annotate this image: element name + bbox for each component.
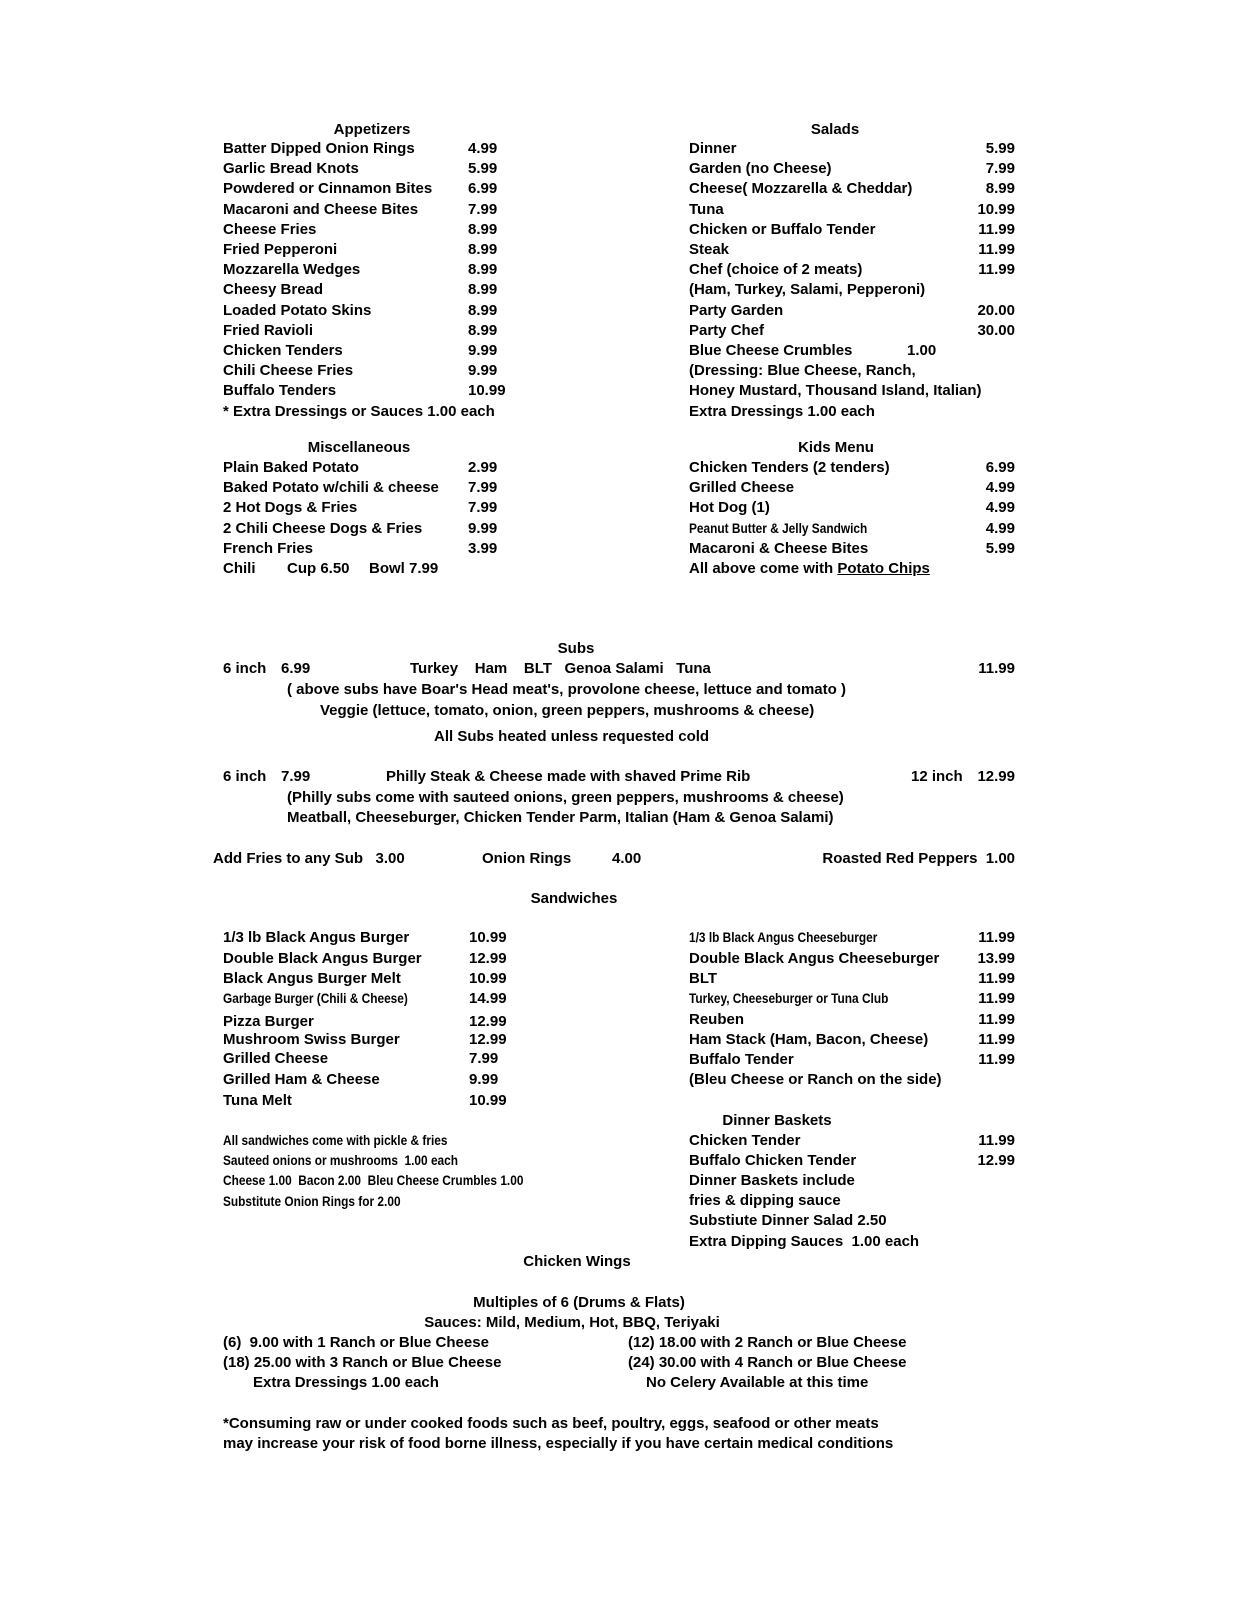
sandwich-item-name: Grilled Ham & Cheese [223, 1071, 380, 1088]
misc-item-name: Plain Baked Potato [223, 459, 359, 476]
subs-row2-large-size: 12 inch [911, 768, 963, 785]
appetizer-item-price: 8.99 [468, 261, 498, 279]
baskets-note-line: Substiute Dinner Salad 2.50 [689, 1212, 887, 1230]
appetizer-item-price: 4.99 [468, 140, 498, 157]
appetizer-item-name: Cheese Fries [223, 220, 317, 238]
salad-item-name: Chicken or Buffalo Tender [689, 220, 876, 238]
blue-cheese-crumbles-price: 1.00 [907, 342, 937, 359]
basket-item-price: 12.99 [977, 1152, 1015, 1170]
subs-row2-large-price: 12.99 [977, 768, 1015, 785]
disclaimer-line1: *Consuming raw or under cooked foods such as beef, poultry, eggs, seafood or other meats [223, 1415, 879, 1432]
subs-onion-rings: Onion Rings [482, 850, 572, 867]
salads-title: Salads [810, 121, 860, 138]
baskets-note-line: Dinner Baskets include [689, 1172, 855, 1189]
kids-item-price: 4.99 [985, 499, 1015, 517]
kids-note-chips: Potato Chips [837, 560, 930, 577]
baskets-note-line: Extra Dipping Sauces 1.00 each [689, 1232, 920, 1250]
misc-title: Miscellaneous [307, 439, 411, 456]
salads-note: Extra Dressings 1.00 each [689, 403, 875, 420]
misc-item-price: 7.99 [468, 499, 498, 517]
wings-option-18: (18) 25.00 with 3 Ranch or Blue Cheese [223, 1354, 502, 1371]
sandwich-item-name: Ham Stack (Ham, Bacon, Cheese) [689, 1031, 929, 1048]
sandwich-item-price: 10.99 [469, 970, 507, 987]
subs-add-fries: Add Fries to any Sub 3.00 [213, 850, 405, 867]
appetizer-item-price: 8.99 [468, 220, 498, 238]
baskets-title: Dinner Baskets [722, 1112, 832, 1129]
appetizer-item-name: Macaroni and Cheese Bites [223, 200, 419, 218]
appetizer-item-name: Chicken Tenders [223, 342, 343, 359]
sandwich-item-name: BLT [689, 970, 718, 987]
sandwich-item-name: Double Black Angus Cheeseburger [689, 950, 940, 967]
appetizer-item-name: Batter Dipped Onion Rings [223, 140, 415, 157]
wings-option-24: (24) 30.00 with 4 Ranch or Blue Cheese [628, 1354, 907, 1371]
appetizer-item-name: Cheesy Bread [223, 281, 324, 299]
sandwich-item-price: 11.99 [978, 1011, 1015, 1028]
appetizer-item-price: 6.99 [468, 180, 498, 198]
wings-sauces: Sauces: Mild, Medium, Hot, BBQ, Teriyaki [424, 1314, 720, 1331]
appetizer-item-price: 9.99 [468, 362, 498, 380]
misc-item-name: Baked Potato w/chili & cheese [223, 479, 439, 497]
subs-row2-more: Meatball, Cheeseburger, Chicken Tender Parm, Italian (Ham & Genoa Salami) [287, 809, 834, 826]
sandwich-item-name: Garbage Burger (Chili & Cheese) [223, 991, 408, 1006]
sandwich-item-name: Pizza Burger [223, 1013, 314, 1030]
appetizer-item-name: Mozzarella Wedges [223, 261, 361, 279]
subs-row2-size: 6 inch [223, 768, 267, 785]
sandwich-item-price: 10.99 [469, 1092, 507, 1109]
misc-chili-label: Chili [223, 560, 256, 577]
appetizer-item-name: Buffalo Tenders [223, 382, 337, 400]
sandwich-item-price: 12.99 [469, 1013, 507, 1030]
salad-item-name: Garden (no Cheese) [689, 160, 832, 178]
salad-item-price: 5.99 [985, 140, 1015, 157]
salad-item-price: 11.99 [978, 241, 1015, 258]
misc-item-name: French Fries [223, 539, 314, 557]
appetizer-item-price: 5.99 [468, 160, 498, 178]
salad-item-price: 10.99 [977, 200, 1015, 218]
salad-item-price: 8.99 [985, 180, 1015, 198]
sandwich-item-price: 11.99 [978, 990, 1015, 1007]
blue-cheese-crumbles: Blue Cheese Crumbles [689, 342, 853, 359]
sandwich-item-price: 12.99 [469, 1031, 507, 1048]
appetizer-item-name: Fried Ravioli [223, 321, 314, 339]
salad-item-name: Steak [689, 241, 730, 258]
subs-row1-size: 6 inch [223, 660, 267, 677]
appetizer-item-price: 8.99 [468, 301, 498, 319]
kids-note-text: All above come with [689, 560, 838, 577]
sandwich-item-price: 7.99 [469, 1050, 499, 1067]
salad-item-price: 30.00 [977, 321, 1015, 339]
appetizer-item-price: 10.99 [468, 382, 506, 400]
misc-item-name: 2 Chili Cheese Dogs & Fries [223, 519, 423, 537]
sandwich-item-name: Grilled Cheese [223, 1050, 329, 1067]
salad-item-price: 20.00 [977, 301, 1015, 319]
kids-item-price: 5.99 [985, 539, 1015, 557]
salad-item-name: Cheese( Mozzarella & Cheddar) [689, 180, 913, 198]
appetizers-note: * Extra Dressings or Sauces 1.00 each [223, 403, 495, 420]
subs-row1-price: 6.99 [281, 660, 311, 677]
appetizer-item-name: Powdered or Cinnamon Bites [223, 180, 433, 198]
sandwich-item-name: Buffalo Tender [689, 1051, 794, 1068]
subs-veggie: Veggie (lettuce, tomato, onion, green peppers, mushrooms & cheese) [320, 702, 815, 719]
kids-item-name: Chicken Tenders (2 tenders) [689, 459, 890, 476]
sandwiches-title: Sandwiches [530, 890, 618, 907]
wings-extra: Extra Dressings 1.00 each [253, 1374, 439, 1391]
subs-row1-large-price: 11.99 [978, 660, 1015, 677]
subs-row2-note: (Philly subs come with sauteed onions, green peppers, mushrooms & cheese) [287, 789, 844, 806]
sandwich-item-name: Turkey, Cheeseburger or Tuna Club [689, 991, 889, 1006]
salad-item-name: Party Chef [689, 321, 765, 339]
sandwiches-note-line: All sandwiches come with pickle & fries [223, 1133, 448, 1148]
subs-row1-note: ( above subs have Boar's Head meat's, provolone cheese, lettuce and tomato ) [287, 681, 846, 698]
subs-red-peppers: Roasted Red Peppers 1.00 [822, 850, 1015, 867]
sandwiches-note-line: Substitute Onion Rings for 2.00 [223, 1193, 401, 1209]
salad-item-price: 11.99 [978, 261, 1015, 279]
kids-item-name: Peanut Butter & Jelly Sandwich [689, 520, 868, 536]
subs-title: Subs [557, 640, 595, 657]
subs-row1-types: Turkey Ham BLT Genoa Salami Tuna [410, 660, 711, 677]
sandwich-item-price: 14.99 [469, 990, 507, 1007]
subs-onion-rings-price: 4.00 [612, 850, 642, 867]
sandwich-item-name: Mushroom Swiss Burger [223, 1031, 400, 1048]
sandwich-item-price: 11.99 [978, 929, 1015, 946]
kids-note [689, 560, 930, 578]
appetizer-item-price: 7.99 [468, 200, 498, 218]
appetizer-item-price: 8.99 [468, 241, 498, 258]
appetizer-item-name: Garlic Bread Knots [223, 160, 359, 178]
salads-dressing-line2: Honey Mustard, Thousand Island, Italian) [689, 382, 982, 399]
appetizer-item-name: Fried Pepperoni [223, 241, 338, 258]
wings-option-6: (6) 9.00 with 1 Ranch or Blue Cheese [223, 1334, 489, 1351]
misc-chili-bowl: Bowl 7.99 [369, 560, 439, 577]
salad-item-name: Dinner [689, 140, 737, 157]
sandwich-item-price: 9.99 [469, 1071, 499, 1088]
sandwich-item-name: Tuna Melt [223, 1092, 292, 1109]
wings-title: Chicken Wings [523, 1253, 631, 1270]
wings-option-12: (12) 18.00 with 2 Ranch or Blue Cheese [628, 1334, 907, 1351]
wings-multiples: Multiples of 6 (Drums & Flats) [473, 1294, 685, 1311]
appetizers-title: Appetizers [333, 121, 411, 138]
appetizer-item-price: 8.99 [468, 321, 498, 339]
salad-item-price: 7.99 [985, 160, 1015, 178]
sandwich-item-name: 1/3 lb Black Angus Cheeseburger [689, 930, 878, 945]
disclaimer-line2: may increase your risk of food borne illness, especially if you have certain medical conditions [223, 1435, 894, 1452]
salad-item-name: Tuna [689, 200, 724, 218]
kids-item-name: Grilled Cheese [689, 479, 795, 497]
salads-dressing-line1: (Dressing: Blue Cheese, Ranch, [689, 362, 916, 379]
kids-item-name: Macaroni & Cheese Bites [689, 539, 869, 557]
appetizer-item-price: 8.99 [468, 281, 498, 299]
sandwiches-note-line: Sauteed onions or mushrooms 1.00 each [223, 1153, 459, 1169]
basket-item-price: 11.99 [978, 1132, 1015, 1149]
misc-item-name: 2 Hot Dogs & Fries [223, 499, 358, 517]
sandwich-item-price: 11.99 [978, 970, 1015, 987]
kids-item-name: Hot Dog (1) [689, 499, 770, 517]
salad-item-name: Party Garden [689, 301, 784, 319]
subs-row2-desc: Philly Steak & Cheese made with shaved Prime Rib [386, 768, 751, 785]
kids-item-price: 4.99 [985, 519, 1015, 537]
sandwich-item-price: 11.99 [978, 1051, 1015, 1068]
sandwich-item-price: 11.99 [978, 1031, 1015, 1048]
misc-item-price: 3.99 [468, 539, 498, 557]
misc-item-price: 7.99 [468, 479, 498, 497]
kids-item-price: 6.99 [985, 459, 1015, 476]
salad-item-name: (Ham, Turkey, Salami, Pepperoni) [689, 281, 926, 299]
basket-item-name: Buffalo Chicken Tender [689, 1152, 857, 1170]
appetizer-item-name: Loaded Potato Skins [223, 301, 372, 319]
sandwich-item-price: 10.99 [469, 929, 507, 946]
kids-title: Kids Menu [798, 439, 874, 456]
basket-item-name: Chicken Tender [689, 1132, 801, 1149]
subs-row2-price: 7.99 [281, 768, 311, 785]
misc-item-price: 2.99 [468, 459, 498, 476]
wings-celery: No Celery Available at this time [646, 1374, 869, 1391]
sandwich-item-name: Black Angus Burger Melt [223, 970, 401, 987]
misc-item-price: 9.99 [468, 519, 498, 537]
sandwich-item-price: 13.99 [977, 950, 1015, 967]
kids-item-price: 4.99 [985, 479, 1015, 497]
sandwich-item-price: 12.99 [469, 950, 507, 967]
salad-item-price: 11.99 [978, 220, 1015, 238]
appetizer-item-price: 9.99 [468, 342, 498, 359]
sandwiches-note-line: Cheese 1.00 Bacon 2.00 Bleu Cheese Crumbles 1.00 [223, 1173, 524, 1189]
salad-item-name: Chef (choice of 2 meats) [689, 261, 863, 279]
sandwich-item-name: Double Black Angus Burger [223, 950, 422, 967]
subs-heated: All Subs heated unless requested cold [434, 728, 710, 745]
sandwich-item-name: 1/3 lb Black Angus Burger [223, 929, 410, 946]
appetizer-item-name: Chili Cheese Fries [223, 362, 354, 380]
sandwich-item-name: (Bleu Cheese or Ranch on the side) [689, 1071, 942, 1088]
baskets-note-line: fries & dipping sauce [689, 1192, 841, 1210]
misc-chili-cup: Cup 6.50 [287, 560, 350, 577]
sandwich-item-name: Reuben [689, 1011, 745, 1028]
